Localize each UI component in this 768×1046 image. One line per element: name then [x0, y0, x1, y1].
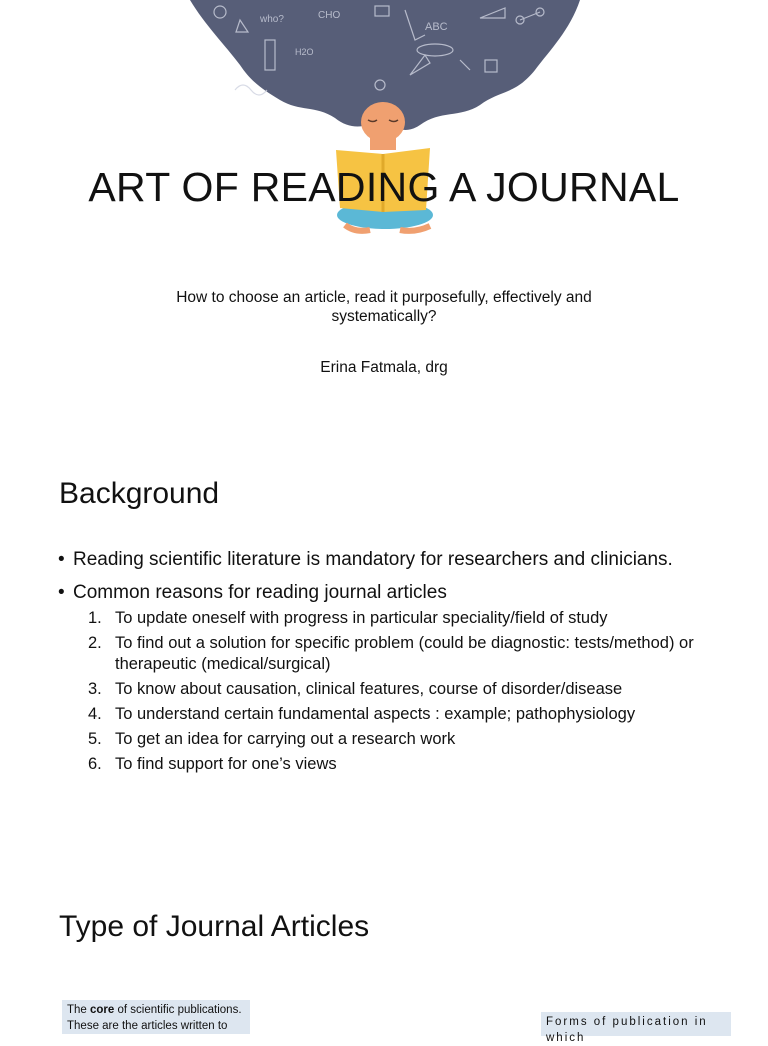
list-item — [73, 729, 698, 750]
svg-text:CHO: CHO — [318, 10, 341, 21]
list-item — [73, 679, 698, 700]
background-bullets — [58, 548, 698, 785]
box-bold-text: core — [90, 1004, 115, 1016]
box-text: of scientific publications. — [114, 1004, 242, 1016]
bullet-text: Common reasons for reading journal articles — [73, 582, 447, 603]
box-text: The — [67, 1004, 91, 1016]
item-text: To update oneself with progress in particular speciality/field of study — [115, 609, 608, 627]
svg-text:H2O: H2O — [295, 47, 314, 57]
item-text: To find support for one’s views — [115, 755, 337, 773]
author-name: Erina Fatmala, drg — [320, 359, 448, 376]
list-item — [73, 754, 698, 775]
article-types-heading: Type of Journal Articles — [59, 910, 370, 943]
item-number: 3. — [88, 680, 102, 698]
face — [361, 102, 405, 142]
item-number: 6. — [88, 755, 102, 773]
item-number: 2. — [88, 634, 102, 652]
item-text: To know about causation, clinical features, course of disorder/disease — [115, 680, 623, 698]
item-text: To find out a solution for specific problem (could be diagnostic: tests/method) or therapeutic (medical/surgical) — [115, 634, 694, 673]
box-text: These are the articles written to — [67, 1020, 228, 1032]
item-text: To understand certain fundamental aspects : example; pathophysiology — [115, 705, 636, 723]
item-number: 5. — [88, 730, 102, 748]
original-article-box — [62, 1000, 250, 1034]
list-item — [73, 608, 698, 629]
reasons-list — [73, 608, 698, 775]
item-number: 1. — [88, 609, 102, 627]
item-text: To get an idea for carrying out a research work — [115, 730, 456, 748]
presentation-subtitle: How to choose an article, read it purposefully, effectively and systematically? — [176, 289, 592, 325]
list-item — [73, 704, 698, 725]
bullet-item — [58, 581, 698, 775]
svg-text:who?: who? — [260, 14, 284, 25]
list-item — [73, 633, 698, 675]
bullet-item: • Reading scientific literature is mandatory for researchers and clinicians. — [58, 548, 698, 571]
svg-text:ABC: ABC — [425, 21, 448, 33]
publication-forms-box: Forms of publication in which — [541, 1012, 731, 1036]
item-number: 4. — [88, 705, 102, 723]
presentation-title: ART OF READING A JOURNAL — [88, 164, 680, 210]
background-heading: Background — [59, 477, 220, 510]
